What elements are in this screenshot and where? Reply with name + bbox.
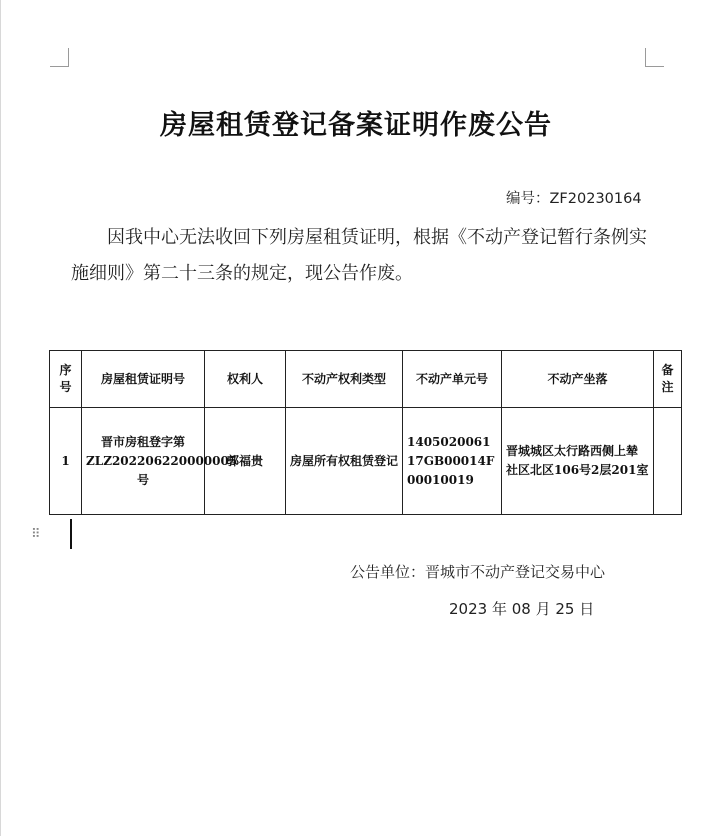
header-certificate: 房屋租赁证明号 [82, 351, 205, 408]
header-location: 不动产坐落 [502, 351, 654, 408]
cell-seq: 1 [50, 408, 82, 515]
drag-handle-icon[interactable]: ⠿ [31, 527, 40, 542]
document-number: 编号：ZF20230164 [506, 191, 642, 207]
text-cursor [70, 519, 72, 549]
issuer: 公告单位：晋城市不动产登记交易中心 [350, 563, 606, 581]
issue-date: 2023 年 08 月 25 日 [449, 600, 595, 618]
margin-corner-top-left [50, 48, 69, 67]
header-seq: 序号 [50, 351, 82, 408]
cell-owner: 郭福贵 [205, 408, 286, 515]
page-title: 房屋租赁登记备案证明作废公告 [160, 110, 552, 141]
table-header-row [50, 351, 682, 408]
cell-certificate: 晋市房租登字第ZLZ202206220000005号 [82, 408, 205, 515]
cell-location: 晋城城区太行路西侧上辇社区北区106号2层201室 [502, 408, 654, 515]
header-unit-no: 不动产单元号 [403, 351, 502, 408]
void-records-table [49, 350, 682, 515]
cell-right-type: 房屋所有权租赁登记 [286, 408, 403, 515]
announcement-body: 因我中心无法收回下列房屋租赁证明，根据《不动产登记暂行条例实施细则》第二十三条的规定，现公告作废。 [71, 227, 647, 284]
header-remark: 备注 [654, 351, 682, 408]
margin-corner-top-right [645, 48, 664, 67]
cell-remark [654, 408, 682, 515]
header-owner: 权利人 [205, 351, 286, 408]
table-row [50, 408, 682, 515]
header-right-type: 不动产权利类型 [286, 351, 403, 408]
cell-unit-no: 140502006117GB00014F00010019 [403, 408, 502, 515]
